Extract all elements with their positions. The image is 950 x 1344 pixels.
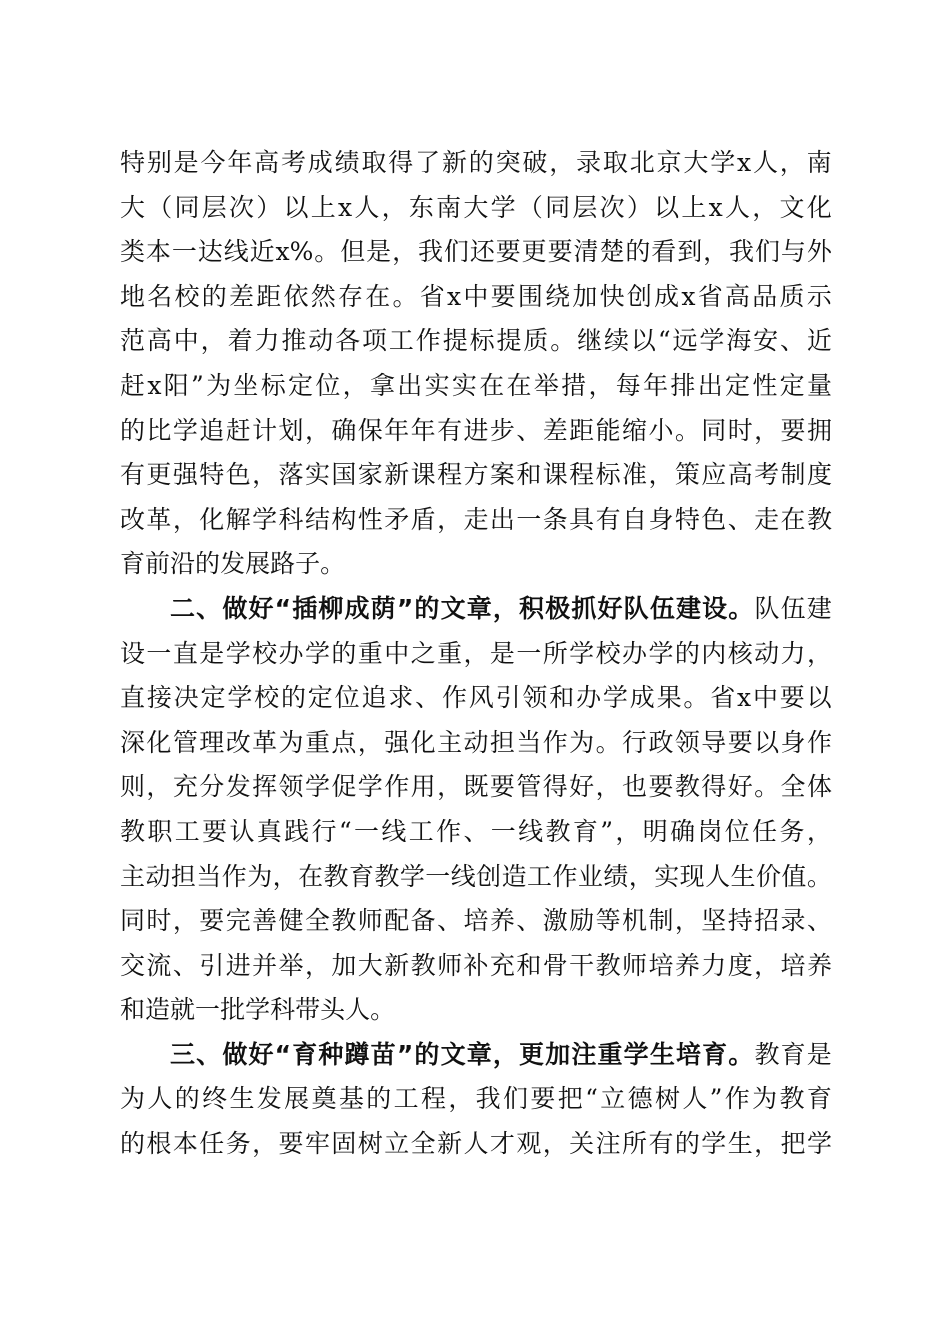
text-line: 为 人 的 终 生 发 展 奠 基 的 工 程 ， 我 们 要 把 “ 立 德 树 人 ” 作 为 教 育 <box>120 1084 832 1114</box>
text-line: 三 、 做 好 “ 育 种 蹲 苗 ” 的 文 章 ， 更 加 注 重 学 生 培 育 。 教 育 是 <box>170 1039 832 1069</box>
text-line: 改 革 ， 化 解 学 科 结 构 性 矛 盾 ， 走 出 一 条 具 有 自 身 特 色 、 走 在 教 <box>120 504 832 534</box>
text-line: 大 （ 同 层 次 ） 以 上 x 人 ， 东 南 大 学 （ 同 层 次 ） 以 上 x 人 ， 文 化 <box>120 192 832 222</box>
text-line: 范 高 中 ， 着 力 推 动 各 项 工 作 提 标 提 质 。 继 续 以 “ 远 学 海 安 、 近 <box>120 326 832 356</box>
text-line: 设 一 直 是 学 校 办 学 的 重 中 之 重 ， 是 一 所 学 校 办 学 的 内 核 动 力 ， <box>120 638 832 668</box>
text-line: 直 接 决 定 学 校 的 定 位 追 求 、 作 风 引 领 和 办 学 成 果 。 省 x 中 要 以 <box>120 683 832 713</box>
text-line: 和 造 就 一 批 学 科 带 头 人 。 <box>120 995 396 1025</box>
text-line: 深 化 管 理 改 革 为 重 点 ， 强 化 主 动 担 当 作 为 。 行 政 领 导 要 以 身 作 <box>120 727 832 757</box>
text-line: 同 时 ， 要 完 善 健 全 教 师 配 备 、 培 养 、 激 励 等 机 制 ， 坚 持 招 录 、 <box>120 906 832 936</box>
text-line: 有 更 强 特 色 ， 落 实 国 家 新 课 程 方 案 和 课 程 标 准 ， 策 应 高 考 制 度 <box>120 460 832 490</box>
text-line: 交 流 、 引 进 并 举 ， 加 大 新 教 师 补 充 和 骨 干 教 师 培 养 力 度 ， 培 养 <box>120 950 832 980</box>
text-line: 的 比 学 追 赶 计 划 ， 确 保 年 年 有 进 步 、 差 距 能 缩 小 。 同 时 ， 要 拥 <box>120 415 832 445</box>
text-line: 则 ， 充 分 发 挥 领 学 促 学 作 用 ， 既 要 管 得 好 ， 也 要 教 得 好 。 全 体 <box>120 772 832 802</box>
text-line: 的 根 本 任 务 ， 要 牢 固 树 立 全 新 人 才 观 ， 关 注 所 有 的 学 生 ， 把 学 <box>120 1129 832 1159</box>
text-line: 地 名 校 的 差 距 依 然 存 在 。 省 x 中 要 围 绕 加 快 创 成 x 省 高 品 质 示 <box>120 281 832 311</box>
text-line: 赶 x 阳 ” 为 坐 标 定 位 ， 拿 出 实 实 在 在 举 措 ， 每 年 排 出 定 性 定 量 <box>120 370 832 400</box>
document-body <box>120 141 832 1167</box>
text-line: 二 、 做 好 “ 插 柳 成 荫 ” 的 文 章 ， 积 极 抓 好 队 伍 建 设 。 队 伍 建 <box>170 593 832 623</box>
text-line: 主 动 担 当 作 为 ， 在 教 育 教 学 一 线 创 造 工 作 业 绩 ， 实 现 人 生 价 值 。 <box>120 861 832 891</box>
text-line: 育 前 沿 的 发 展 路 子 。 <box>120 549 346 579</box>
text-line: 特 别 是 今 年 高 考 成 绩 取 得 了 新 的 突 破 ， 录 取 北 京 大 学 x 人 ， 南 <box>120 148 832 177</box>
text-line: 类 本 一 达 线 近 x% 。 但 是 ， 我 们 还 要 更 要 清 楚 的 看 到 ， 我 们 与 外 <box>120 237 832 267</box>
text-line: 教 职 工 要 认 真 践 行 “ 一 线 工 作 、 一 线 教 育 ” ， 明 确 岗 位 任 务 ， <box>120 816 832 846</box>
